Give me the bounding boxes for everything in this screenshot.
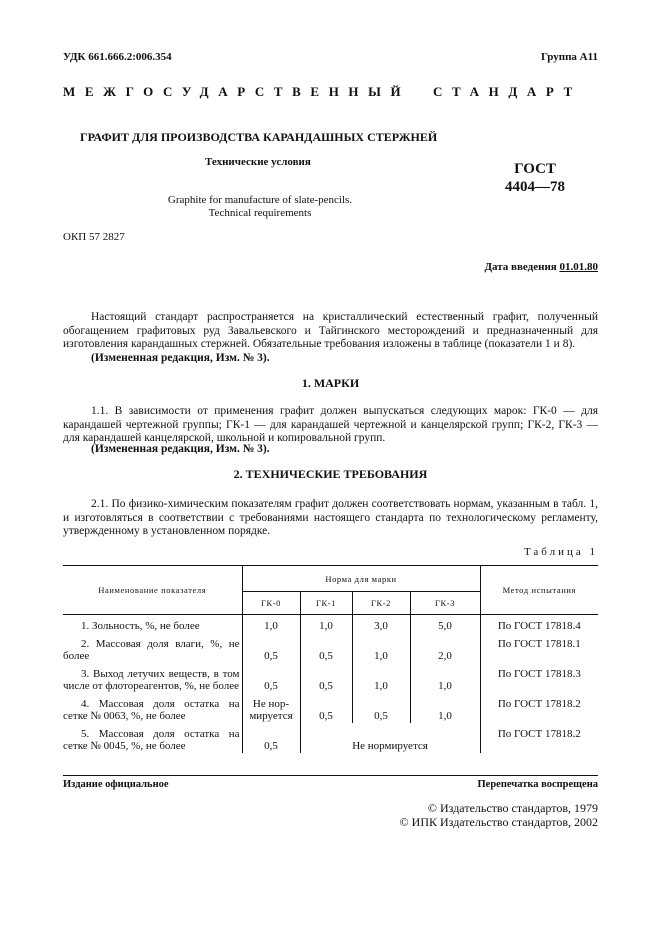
value-cell: 0,5 [242, 723, 300, 753]
group-code: Группа А11 [540, 51, 598, 63]
merged-value-cell: Не нормируется [300, 723, 480, 753]
value-cell: 3,0 [352, 615, 410, 633]
intro-amendment: (Измененная редакция, Изм. № 3). [91, 352, 270, 364]
method-cell: По ГОСТ 17818.1 [480, 633, 598, 663]
indicator-name: 5. Массовая доля остатка на сетке № 0045, %, не более [63, 723, 242, 753]
gost-number: 4404—78 [505, 179, 565, 195]
value-cell: Не нор-мируется [242, 693, 300, 723]
intro-paragraph: Настоящий стандарт распространяется на кристаллический естественный графит, полученный обогащением графитовых руд Завальевского и Тайгинского месторождений и предназначенный для изготовления карандашных стержней. Обязательные требования изложены в таблице (показатели 1 и 8). [63, 311, 598, 351]
document-title: ГРАФИТ ДЛЯ ПРОИЗВОДСТВА КАРАНДАШНЫХ СТЕРЖНЕЙ [80, 130, 438, 144]
value-cell: 1,0 [300, 615, 352, 633]
indicator-name: 1. Зольность, %, не более [63, 615, 242, 633]
section-2-paragraph: 2.1. По физико-химическим показателям графит должен соответствовать нормам, указанным в табл. 1, и изготовляться в соответствии с требованиями настоящего стандарта по технологическому регламенту, утвержденному в установленном порядке. [63, 498, 598, 538]
header-grade: ГК-2 [352, 592, 410, 615]
okp-code: ОКП 57 2827 [63, 231, 125, 243]
date-value: 01.01.80 [559, 261, 598, 273]
table-caption: Таблица 1 [523, 546, 598, 558]
standard-banner: МЕЖГОСУДАРСТВЕННЫЙ СТАНДАРТ [63, 84, 582, 99]
table-row [63, 723, 598, 753]
value-cell: 1,0 [410, 693, 480, 723]
table-row [63, 663, 598, 693]
table-row [63, 633, 598, 663]
header-grade: ГК-3 [410, 592, 480, 615]
value-cell: 1,0 [242, 615, 300, 633]
value-cell: 1,0 [410, 663, 480, 693]
method-cell: По ГОСТ 17818.2 [480, 723, 598, 753]
indicator-name: 3. Выход летучих веществ, в том числе от флотореагентов, %, не более [63, 663, 242, 693]
table-row [63, 615, 598, 633]
value-cell: 0,5 [300, 693, 352, 723]
value-cell: 0,5 [352, 693, 410, 723]
value-cell: 1,0 [352, 633, 410, 663]
copyright-1: © Издательство стандартов, 1979 [427, 801, 598, 815]
footer-rule [63, 775, 598, 776]
method-cell: По ГОСТ 17818.3 [480, 663, 598, 693]
udk-code: УДК 661.666.2:006.354 [63, 51, 172, 63]
english-title-2: Technical requirements [208, 207, 312, 219]
requirements-table [63, 565, 598, 753]
section-2-heading: 2. ТЕХНИЧЕСКИЕ ТРЕБОВАНИЯ [233, 467, 428, 481]
official-edition: Издание официальное [63, 779, 169, 790]
value-cell: 5,0 [410, 615, 480, 633]
method-cell: По ГОСТ 17818.4 [480, 615, 598, 633]
value-cell: 2,0 [410, 633, 480, 663]
value-cell: 0,5 [300, 633, 352, 663]
value-cell: 1,0 [352, 663, 410, 693]
english-title-1: Graphite for manufacture of slate-pencils. [167, 194, 353, 206]
document-subtitle: Технические условия [205, 156, 311, 168]
section-1-heading: 1. МАРКИ [301, 376, 360, 390]
header-norm: Норма для марки [242, 566, 480, 592]
copyright-2: © ИПК Издательство стандартов, 2002 [399, 815, 598, 829]
reprint-notice: Перепечатка воспрещена [477, 779, 598, 790]
section-1-paragraph: 1.1. В зависимости от применения графит должен выпускаться следующих марок: ГК-0 — для карандашей чертежной группы; ГК-1 — для карандашей чертежной и канцелярской групп; ГК-2, ГК-3 — для карандашей канцелярской, школьной и копировальной групп. [63, 405, 598, 445]
header-grade: ГК-1 [300, 592, 352, 615]
header-method: Метод испытания [480, 566, 598, 615]
table-row [63, 693, 598, 723]
gost-label: ГОСТ [514, 161, 556, 177]
header-name: Наименование показателя [63, 566, 242, 615]
value-cell: 0,5 [242, 633, 300, 663]
method-cell: По ГОСТ 17818.2 [480, 693, 598, 723]
value-cell: 0,5 [242, 663, 300, 693]
section-1-amendment: (Измененная редакция, Изм. № 3). [91, 443, 270, 455]
indicator-name: 4. Массовая доля остатка на сетке № 0063, %, не более [63, 693, 242, 723]
header-grade: ГК-0 [242, 592, 300, 615]
date-label: Дата введения [484, 261, 557, 273]
indicator-name: 2. Массовая доля влаги, %, не более [63, 633, 242, 663]
introduction-date [484, 261, 598, 273]
value-cell: 0,5 [300, 663, 352, 693]
